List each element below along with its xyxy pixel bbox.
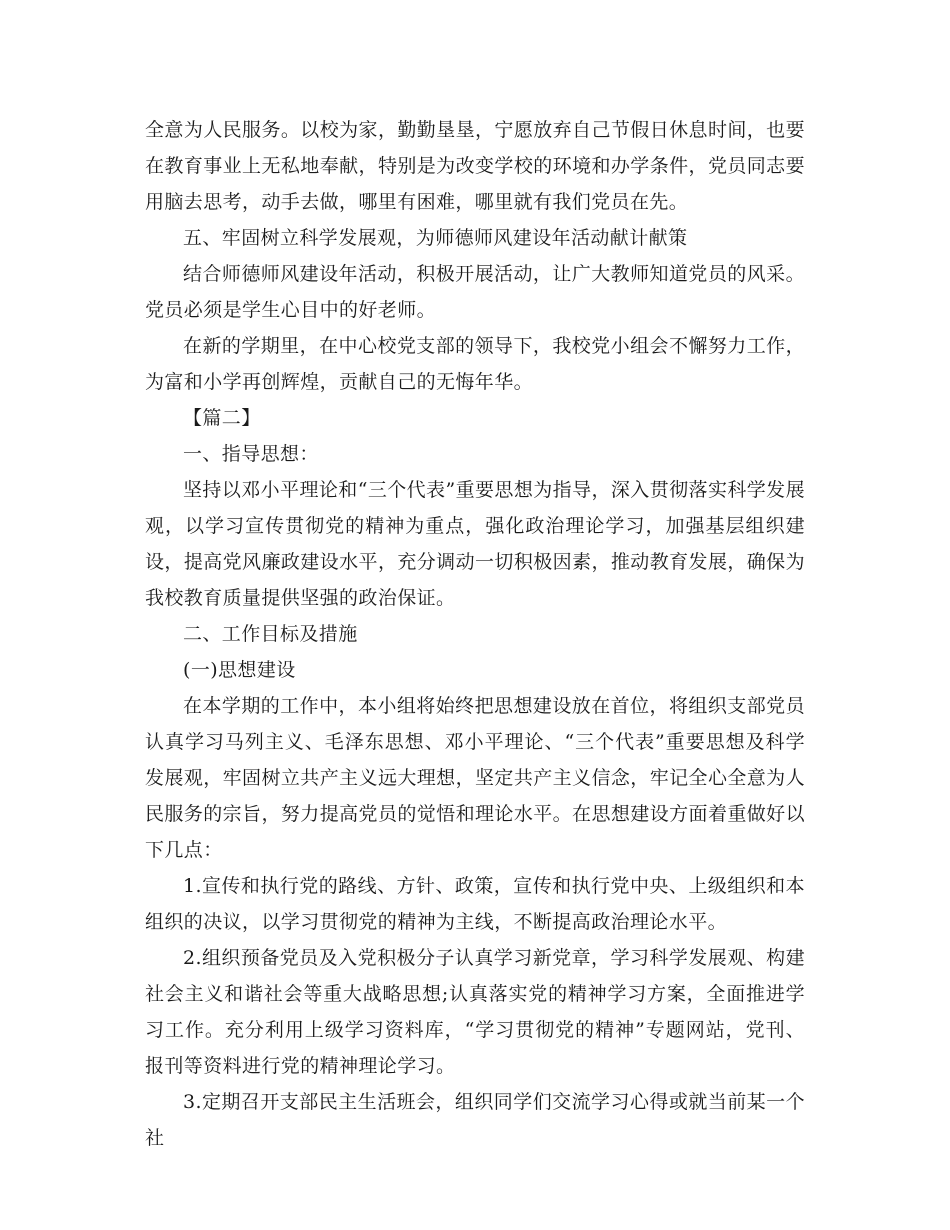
list-item: 2.组织预备党员及入党积极分子认真学习新党章，学习科学发展观、构建社会主义和谐社会等重大战略思想;认真落实党的精神学习方案，全面推进学习工作。充分利用上级学习资料库，“学习贯彻党的精神”专题网站，党刊、报刊等资料进行党的精神理论学习。 bbox=[145, 947, 805, 1077]
list-item: 1.宣传和执行党的路线、方针、政策，宣传和执行党中央、上级组织和本组织的决议，以学习贯彻党的精神为主线，不断提高政治理论水平。 bbox=[145, 875, 805, 933]
paragraph: 坚持以邓小平理论和“三个代表”重要思想为指导，深入贯彻落实科学发展观，以学习宣传贯彻党的精神为重点，强化政治理论学习，加强基层组织建设，提高党风廉政建设水平，充分调动一切积极因素，推动教育发展，确保为我校教育质量提供坚强的政治保证。 bbox=[145, 479, 805, 609]
paragraph: 在本学期的工作中，本小组将始终把思想建设放在首位，将组织支部党员认真学习马列主义、毛泽东思想、邓小平理论、“三个代表”重要思想及科学发展观，牢固树立共产主义远大理想，坚定共产主义信念，牢记全心全意为人民服务的宗旨，努力提高党员的觉悟和理论水平。在思想建设方面着重做好以下几点： bbox=[145, 695, 805, 861]
document-body bbox=[145, 112, 805, 1156]
paragraph: 结合师德师风建设年活动，积极开展活动，让广大教师知道党员的风采。党员必须是学生心目中的好老师。 bbox=[145, 263, 805, 321]
subsection-heading: (一)思想建设 bbox=[183, 659, 296, 681]
section-heading-two: 二、工作目标及措施 bbox=[183, 623, 358, 645]
list-item: 3.定期召开支部民主生活班会，组织同学们交流学习心得或就当前某一个社 bbox=[145, 1091, 805, 1149]
section-heading-five: 五、牢固树立科学发展观，为师德师风建设年活动献计献策 bbox=[183, 227, 688, 249]
section-heading-one: 一、指导思想： bbox=[183, 443, 319, 465]
part-heading: 【篇二】 bbox=[183, 407, 261, 429]
paragraph-continuation: 全意为人民服务。以校为家，勤勤垦垦，宁愿放弃自己节假日休息时间，也要在教育事业上无私地奉献，特别是为改变学校的环境和办学条件，党员同志要用脑去思考，动手去做，哪里有困难，哪里就有我们党员在先。 bbox=[145, 119, 805, 213]
paragraph: 在新的学期里，在中心校党支部的领导下，我校党小组会不懈努力工作，为富和小学再创辉煌，贡献自己的无悔年华。 bbox=[145, 335, 805, 393]
